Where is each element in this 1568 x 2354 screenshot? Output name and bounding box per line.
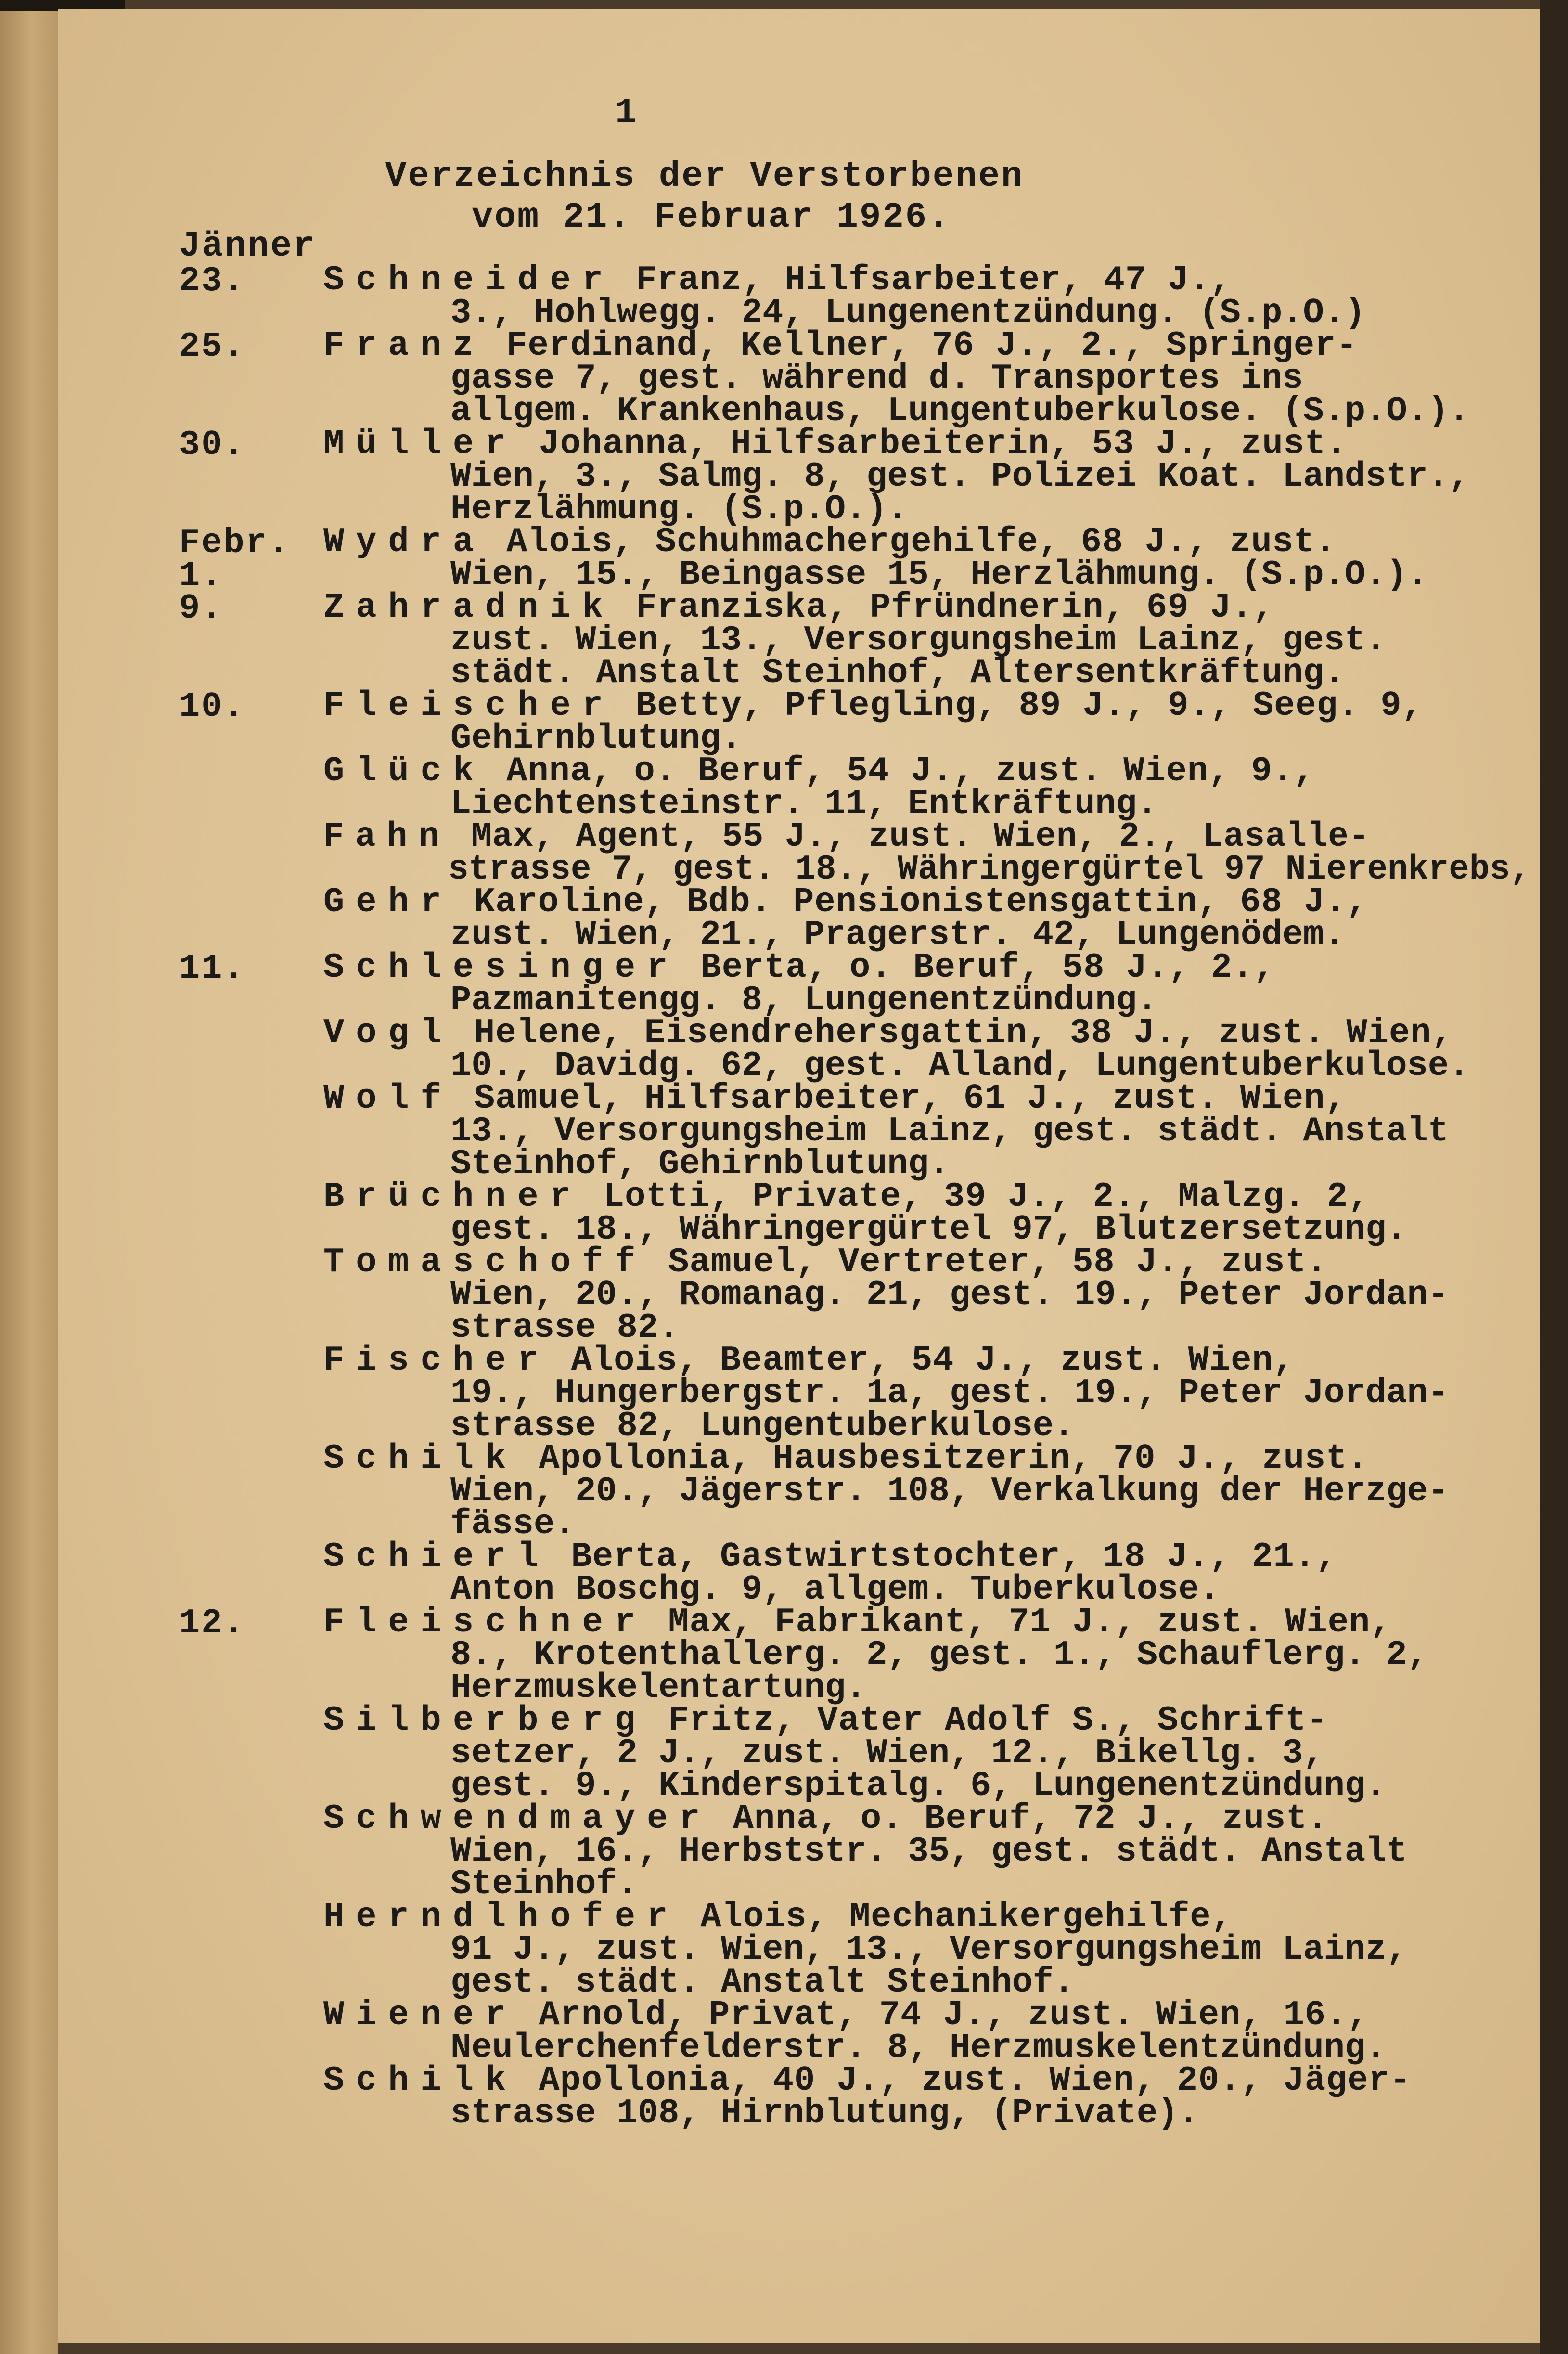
- entry-details: Apollonia, Hausbesitzerin, 70 J., zust.: [517, 1439, 1369, 1478]
- entry-surname: Zahradnik: [323, 588, 615, 627]
- entry-continuation: Wien, 20., Jägerstr. 108, Verkalkung der Herzge-: [450, 1472, 1449, 1511]
- entry-details: Alois, Mechanikergehilfe,: [679, 1897, 1233, 1937]
- register-entry: [323, 522, 1428, 595]
- entry-continuation: 91 J., zust. Wien, 13., Versorgungsheim Lainz,: [450, 1930, 1407, 1969]
- entry-continuation: gasse 7, gest. während d. Transportes ins: [450, 359, 1303, 398]
- entry-surname: Schneider: [323, 260, 615, 300]
- entry-date: 30.: [179, 425, 246, 465]
- entry-surname: Silberberg: [323, 1701, 647, 1740]
- entry-first-line: [323, 1537, 1337, 1577]
- entry-continuation: Wien, 20., Romanag. 21, gest. 19., Peter Jordan-: [450, 1275, 1449, 1315]
- entry-continuation: zust. Wien, 13., Versorgungsheim Lainz, gest.: [450, 621, 1387, 660]
- entry-continuation: 19., Hungerbergstr. 1a, gest. 19., Peter Jordan-: [450, 1373, 1449, 1413]
- entry-details: Alois, Beamter, 54 J., zust. Wien,: [550, 1341, 1295, 1380]
- entry-continuation: fässe.: [450, 1504, 576, 1544]
- month-label: Jänner: [179, 226, 316, 267]
- entry-continuation: allgem. Krankenhaus, Lungentuberkulose. (S.p.O.).: [450, 391, 1470, 431]
- register-entry: [323, 1242, 1449, 1347]
- entry-details: Max, Agent, 55 J., zust. Wien, 2., Lasalle-: [450, 817, 1370, 856]
- entry-continuation: Neulerchenfelderstr. 8, Herzmuskelentzündung.: [450, 2028, 1387, 2068]
- entry-first-line: [323, 1603, 1428, 1642]
- entry-continuation: Herzlähmung. (S.p.O.).: [450, 490, 908, 529]
- entry-details: Lotti, Private, 39 J., 2., Malzg. 2,: [582, 1177, 1370, 1216]
- entry-continuation: Wien, 15., Beingasse 15, Herzlähmung. (S.p.O.).: [450, 555, 1428, 595]
- entry-first-line: [323, 1897, 1407, 1937]
- register-entry: [323, 1701, 1387, 1806]
- entry-continuation: Wien, 16., Herbststr. 35, gest. städt. Anstalt: [450, 1832, 1407, 1871]
- entry-continuation: gest. 9., Kinderspitalg. 6, Lungenentzündung.: [450, 1766, 1387, 1806]
- entry-date: 1.: [179, 556, 224, 595]
- register-entry: [323, 2061, 1411, 2133]
- entry-details: Arnold, Privat, 74 J., zust. Wien, 16.,: [517, 1995, 1369, 2035]
- register-entry: [323, 686, 1423, 758]
- entry-surname: Wiener: [323, 1995, 518, 2035]
- entry-surname: Schierl: [323, 1537, 550, 1577]
- entry-continuation: strasse 7, gest. 18., Währingergürtel 97 Nierenkrebs,: [448, 850, 1531, 889]
- entry-details: Apollonia, 40 J., zust. Wien, 20., Jäger-: [517, 2061, 1411, 2100]
- entry-details: Johanna, Hilfsarbeiterin, 53 J., zust.: [517, 424, 1348, 464]
- entry-first-line: [323, 817, 1530, 856]
- entry-first-line: [323, 751, 1315, 791]
- entry-date: 10.: [179, 687, 246, 726]
- entry-continuation: Gehirnblutung.: [450, 719, 742, 758]
- entry-surname: Müller: [323, 424, 518, 464]
- entry-first-line: [323, 522, 1428, 562]
- entry-continuation: zust. Wien, 21., Pragerstr. 42, Lungenödem.: [450, 915, 1345, 955]
- entry-first-line: [323, 1341, 1449, 1380]
- register-entry: [323, 1439, 1449, 1544]
- entry-surname: Franz: [323, 326, 486, 365]
- entry-first-line: [323, 1242, 1449, 1282]
- entry-details: Helene, Eisendrehersgattin, 38 J., zust. Wien,: [452, 1013, 1453, 1053]
- entry-surname: Glück: [323, 751, 486, 791]
- entry-first-line: [323, 2061, 1411, 2100]
- entry-continuation: Liechtensteinstr. 11, Entkräftung.: [450, 784, 1158, 824]
- entry-continuation: 8., Krotenthallerg. 2, gest. 1., Schauflerg. 2,: [450, 1635, 1428, 1675]
- entry-continuation: städt. Anstalt Steinhof, Altersentkräftung.: [450, 653, 1345, 693]
- entry-date: 9.: [179, 589, 224, 628]
- entry-continuation: Herzmuskelentartung.: [450, 1668, 867, 1707]
- entry-details: Max, Fabrikant, 71 J., zust. Wien,: [647, 1603, 1392, 1642]
- page-edge: [1540, 0, 1568, 2354]
- entry-date: Febr.: [179, 523, 291, 563]
- register-entry: [323, 260, 1366, 333]
- entry-details: Berta, Gastwirtstochter, 18 J., 21.,: [550, 1537, 1337, 1577]
- entry-continuation: gest. 18., Währingergürtel 97, Blutzersetzung.: [450, 1210, 1407, 1249]
- register-entry: [323, 1537, 1337, 1609]
- entry-continuation: 10., Davidg. 62, gest. Alland, Lungentuberkulose.: [450, 1046, 1470, 1086]
- document-subtitle: vom 21. Februar 1926.: [472, 197, 951, 238]
- register-entry: [323, 1603, 1428, 1707]
- entry-first-line: [323, 1799, 1407, 1838]
- register-entry: [323, 1897, 1407, 2002]
- entry-surname: Schilk: [323, 1439, 518, 1478]
- entry-first-line: [323, 882, 1368, 922]
- register-entry: [323, 948, 1275, 1020]
- entry-surname: Schlesinger: [323, 948, 680, 987]
- register-entry: [323, 1013, 1470, 1086]
- entry-continuation: setzer, 2 J., zust. Wien, 12., Bikellg. 3,: [450, 1733, 1324, 1773]
- entry-continuation: strasse 108, Hirnblutung, (Private).: [450, 2094, 1199, 2133]
- entry-continuation: strasse 82.: [450, 1308, 680, 1347]
- entry-continuation: Steinhof.: [450, 1864, 638, 1904]
- entry-surname: Wydra: [323, 522, 486, 562]
- book-binding: [0, 0, 58, 2354]
- entry-continuation: 13., Versorgungsheim Lainz, gest. städt. Anstalt: [450, 1112, 1449, 1151]
- entry-details: Franz, Hilfsarbeiter, 47 J.,: [614, 260, 1232, 300]
- entry-continuation: 3., Hohlwegg. 24, Lungenentzündung. (S.p.O.): [450, 293, 1366, 333]
- entry-date: 11.: [179, 949, 246, 988]
- page-number: 1: [615, 93, 638, 133]
- entry-details: Berta, o. Beruf, 58 J., 2.,: [679, 948, 1275, 987]
- register-entry: [323, 882, 1368, 955]
- entry-first-line: [323, 1439, 1449, 1478]
- register-entry: [323, 588, 1387, 693]
- register-entry: [323, 1995, 1387, 2068]
- register-entry: [323, 817, 1553, 889]
- entry-first-line: [323, 326, 1469, 365]
- entry-surname: Gehr: [323, 882, 453, 922]
- entry-surname: Fischer: [323, 1341, 550, 1380]
- entry-surname: Wolf: [323, 1079, 453, 1118]
- entry-date: 23.: [179, 261, 246, 301]
- entry-first-line: [323, 588, 1386, 627]
- entry-details: Fritz, Vater Adolf S., Schrift-: [647, 1701, 1328, 1740]
- entry-continuation: strasse 82, Lungentuberkulose.: [450, 1406, 1075, 1446]
- entry-continuation: Anton Boschg. 9, allgem. Tuberkulose.: [450, 1570, 1220, 1609]
- entry-surname: Fleischer: [323, 686, 615, 725]
- entry-surname: Fahn: [323, 817, 450, 856]
- register-entry: [323, 1341, 1449, 1446]
- entry-first-line: [323, 1079, 1449, 1118]
- entry-surname: Vogl: [323, 1013, 453, 1053]
- document-title: Verzeichnis der Verstorbenen: [385, 156, 1024, 197]
- entry-surname: Brüchner: [323, 1177, 582, 1216]
- entry-first-line: [323, 1701, 1386, 1740]
- entry-first-line: [323, 1995, 1386, 2035]
- entry-first-line: [323, 948, 1275, 987]
- entry-details: Karoline, Bdb. Pensionistensgattin, 68 J.,: [452, 882, 1368, 922]
- register-entry: [323, 751, 1315, 824]
- register-entry: [323, 1177, 1407, 1249]
- entry-details: Ferdinand, Kellner, 76 J., 2., Springer-: [485, 326, 1358, 365]
- entry-surname: Herndlhofer: [323, 1897, 680, 1937]
- entry-surname: Schwendmayer: [323, 1799, 712, 1838]
- register-entry: [323, 326, 1470, 431]
- entry-details: Alois, Schuhmachergehilfe, 68 J., zust.: [485, 522, 1337, 562]
- register-entry: [323, 1079, 1449, 1184]
- entry-continuation: Wien, 3., Salmg. 8, gest. Polizei Koat. Landstr.,: [450, 457, 1470, 496]
- entry-surname: Tomaschoff: [323, 1242, 647, 1282]
- entry-first-line: [323, 686, 1423, 725]
- entry-surname: Schilk: [323, 2061, 518, 2100]
- entry-details: Samuel, Hilfsarbeiter, 61 J., zust. Wien,: [452, 1079, 1347, 1118]
- entry-date: 25.: [179, 327, 246, 366]
- entry-first-line: [323, 260, 1365, 300]
- entry-details: Betty, Pflegling, 89 J., 9., Seeg. 9,: [614, 686, 1423, 725]
- entry-continuation: Pazmanitengg. 8, Lungenentzündung.: [450, 981, 1158, 1020]
- entry-surname: Fleischner: [323, 1603, 647, 1642]
- entry-first-line: [323, 424, 1469, 464]
- entry-details: Franziska, Pfründnerin, 69 J.,: [614, 588, 1274, 627]
- entry-details: Anna, o. Beruf, 72 J., zust.: [711, 1799, 1329, 1838]
- entry-details: Anna, o. Beruf, 54 J., zust. Wien, 9.,: [485, 751, 1315, 791]
- entry-continuation: Steinhof, Gehirnblutung.: [450, 1144, 950, 1184]
- entry-first-line: [323, 1013, 1469, 1053]
- register-entry: [323, 1799, 1407, 1904]
- entry-continuation: gest. städt. Anstalt Steinhof.: [450, 1963, 1075, 2002]
- entry-first-line: [323, 1177, 1407, 1216]
- entry-date: 12.: [179, 1604, 246, 1643]
- entry-details: Samuel, Vertreter, 58 J., zust.: [647, 1242, 1328, 1282]
- register-entry: [323, 424, 1470, 529]
